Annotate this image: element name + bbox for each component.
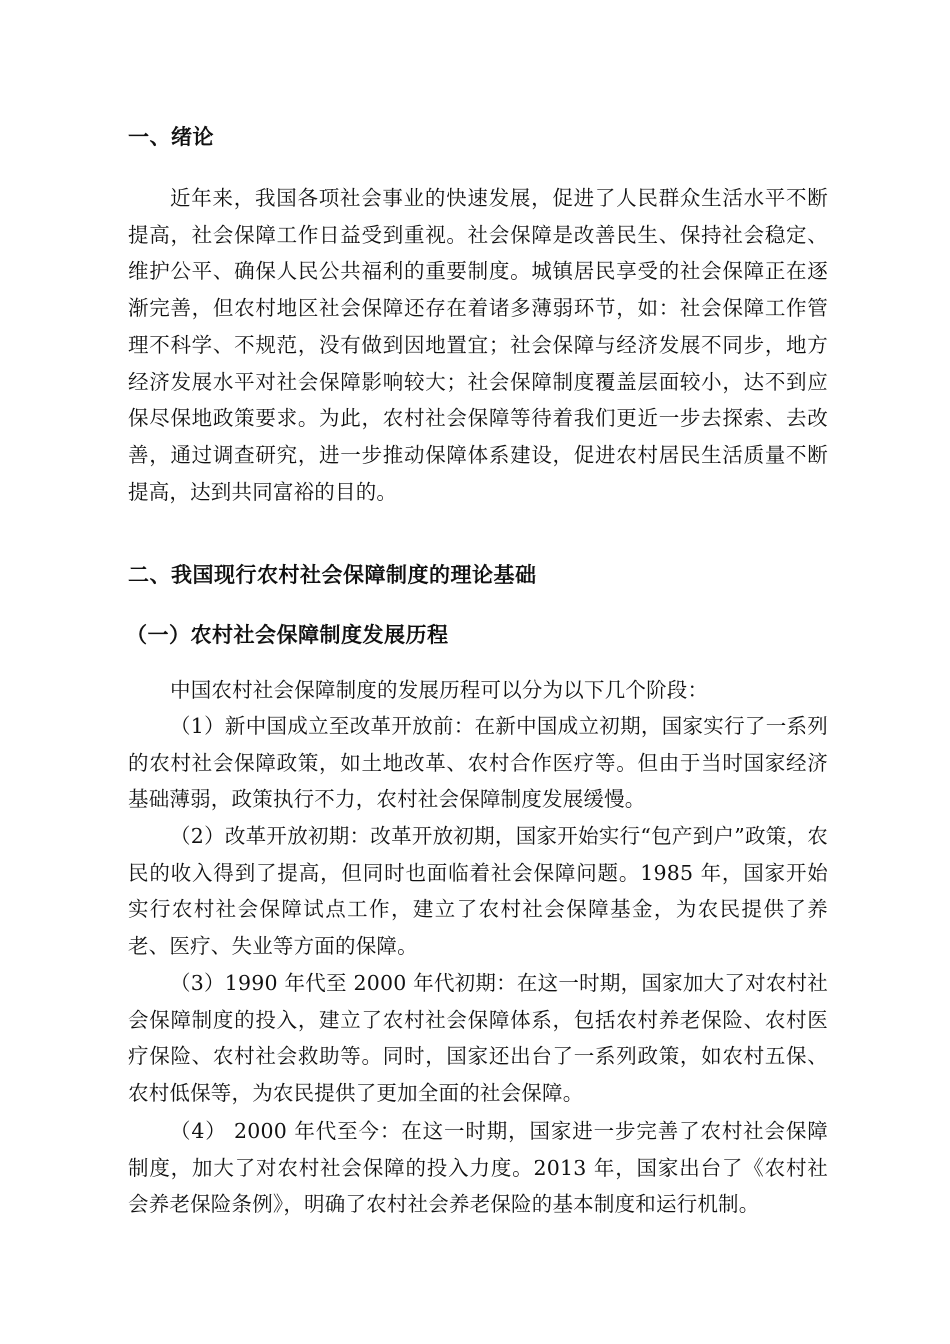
subsection-heading-history: （一）农村社会保障制度发展历程 — [126, 623, 449, 647]
section-heading-theory: 二、我国现行农村社会保障制度的理论基础 — [128, 563, 537, 587]
stage-paragraph-1: （1）新中国成立至改革开放前：在新中国成立初期，国家实行了一系列的农村社会保障政策，如土地改革、农村合作医疗等。但由于当时国家经济基础薄弱，政策执行不力，农村社会保障制度发展缓慢。 — [128, 714, 828, 811]
introduction-paragraph: 近年来，我国各项社会事业的快速发展，促进了人民群众生活水平不断提高，社会保障工作日益受到重视。社会保障是改善民生、保持社会稳定、维护公平、确保人民公共福利的重要制度。城镇居民享受的社会保障正在逐渐完善，但农村地区社会保障还存在着诸多薄弱环节，如：社会保障工作管理不科学、不规范，没有做到因地置宜；社会保障与经济发展不同步，地方经济发展水平对社会保障影响较大；社会保障制度覆盖层面较小，达不到应保尽保地政策要求。为此，农村社会保障等待着我们更近一步去探索、去改善，通过调查研究，进一步推动保障体系建设，促进农村居民生活质量不断提高，达到共同富裕的目的。 — [128, 186, 828, 504]
stage-paragraph-2: （2）改革开放初期：改革开放初期，国家开始实行“包产到户”政策，农民的收入得到了提高，但同时也面临着社会保障问题。1985 年，国家开始实行农村社会保障试点工作，建立了农村社会保障基金，为农民提供了养老、医疗、失业等方面的保障。 — [128, 824, 828, 958]
section-heading-introduction: 一、绪论 — [128, 125, 214, 149]
stage-paragraph-3: （3）1990 年代至 2000 年代初期：在这一时期，国家加大了对农村社会保障制度的投入，建立了农村社会保障体系，包括农村养老保险、农村医疗保险、农村社会救助等。同时，国家还出台了一系列政策，如农村五保、农村低保等，为农民提供了更加全面的社会保障。 — [128, 971, 828, 1105]
stage-paragraph-4: （4） 2000 年代至今：在这一时期，国家进一步完善了农村社会保障制度，加大了对农村社会保障的投入力度。2013 年，国家出台了《农村社会养老保险条例》，明确了农村社会养老保险的基本制度和运行机制。 — [128, 1119, 828, 1216]
stages-intro-paragraph: 中国农村社会保障制度的发展历程可以分为以下几个阶段： — [170, 678, 709, 702]
